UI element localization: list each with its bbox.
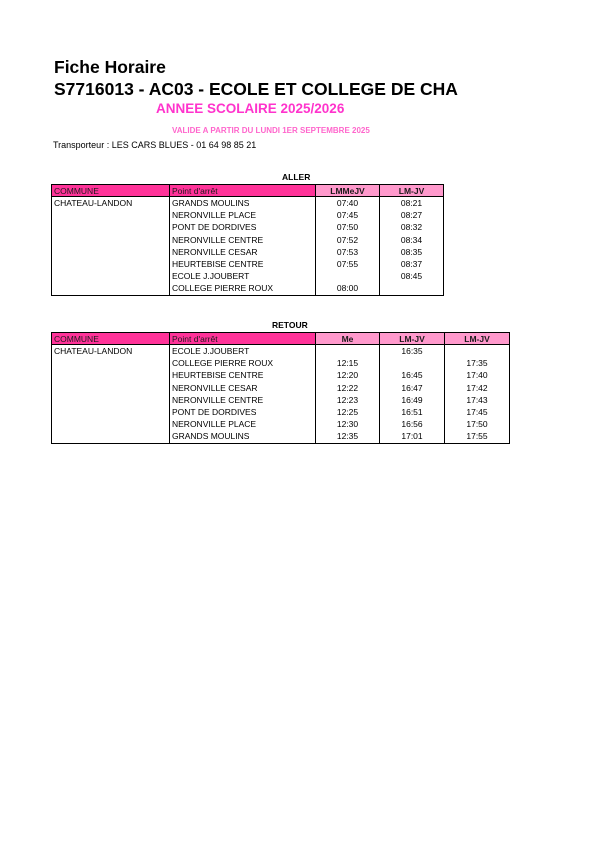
table-row — [52, 406, 510, 418]
table-row — [52, 246, 444, 258]
commune-cell — [52, 394, 170, 406]
time-cell: 08:45 — [380, 270, 444, 282]
time-cell: 08:34 — [380, 234, 444, 246]
time-cell: 12:25 — [316, 406, 380, 418]
stop-cell: NERONVILLE CENTRE — [170, 394, 316, 406]
time-cell: 17:01 — [380, 430, 445, 443]
commune-cell — [52, 258, 170, 270]
stop-cell: GRANDS MOULINS — [170, 197, 316, 210]
time-cell: 07:40 — [316, 197, 380, 210]
time-cell: 16:45 — [380, 369, 445, 381]
commune-cell — [52, 382, 170, 394]
table-row — [52, 430, 510, 443]
table-row — [52, 197, 444, 210]
time-cell: 07:55 — [316, 258, 380, 270]
table-row — [52, 209, 444, 221]
table-row — [52, 234, 444, 246]
commune-cell: CHATEAU-LANDON — [52, 345, 170, 358]
aller-title: ALLER — [282, 172, 311, 182]
commune-cell — [52, 282, 170, 295]
aller-header-row — [52, 185, 444, 197]
column-header-days: LM-JV — [380, 333, 445, 345]
validity-notice: VALIDE A PARTIR DU LUNDI 1ER SEPTEMBRE 2025 — [172, 126, 370, 135]
column-header-stop: Point d'arrêt — [170, 333, 316, 345]
time-cell: 17:55 — [445, 430, 510, 443]
column-header-stop: Point d'arrêt — [170, 185, 316, 197]
stop-cell: HEURTEBISE CENTRE — [170, 369, 316, 381]
time-cell: 16:35 — [380, 345, 445, 358]
time-cell: 16:49 — [380, 394, 445, 406]
time-cell: 07:50 — [316, 221, 380, 233]
time-cell — [316, 270, 380, 282]
column-header-days: LM-JV — [445, 333, 510, 345]
stop-cell: NERONVILLE PLACE — [170, 209, 316, 221]
table-row — [52, 382, 510, 394]
time-cell — [380, 357, 445, 369]
stop-cell: ECOLE J.JOUBERT — [170, 270, 316, 282]
time-cell: 12:35 — [316, 430, 380, 443]
stop-cell: COLLEGE PIERRE ROUX — [170, 357, 316, 369]
time-cell: 17:43 — [445, 394, 510, 406]
commune-cell — [52, 221, 170, 233]
stop-cell: PONT DE DORDIVES — [170, 406, 316, 418]
retour-table — [51, 332, 510, 444]
commune-cell — [52, 357, 170, 369]
commune-cell — [52, 209, 170, 221]
table-row — [52, 369, 510, 381]
aller-table — [51, 184, 444, 296]
commune-cell — [52, 270, 170, 282]
column-header-commune: COMMUNE — [52, 333, 170, 345]
time-cell: 17:35 — [445, 357, 510, 369]
line-title: S7716013 - AC03 - ECOLE ET COLLEGE DE CHA — [54, 79, 458, 99]
stop-cell: NERONVILLE CESAR — [170, 382, 316, 394]
table-row — [52, 221, 444, 233]
column-header-days: LM-JV — [380, 185, 444, 197]
table-row — [52, 357, 510, 369]
page-title: Fiche Horaire — [54, 57, 166, 77]
time-cell: 08:37 — [380, 258, 444, 270]
stop-cell: PONT DE DORDIVES — [170, 221, 316, 233]
time-cell: 16:51 — [380, 406, 445, 418]
retour-title: RETOUR — [272, 320, 308, 330]
time-cell: 12:30 — [316, 418, 380, 430]
time-cell: 16:56 — [380, 418, 445, 430]
commune-cell — [52, 430, 170, 443]
table-row — [52, 418, 510, 430]
table-row — [52, 270, 444, 282]
time-cell: 08:21 — [380, 197, 444, 210]
table-row — [52, 345, 510, 358]
time-cell: 12:22 — [316, 382, 380, 394]
time-cell: 12:20 — [316, 369, 380, 381]
commune-cell: CHATEAU-LANDON — [52, 197, 170, 210]
time-cell: 08:00 — [316, 282, 380, 295]
time-cell: 17:42 — [445, 382, 510, 394]
time-cell: 07:52 — [316, 234, 380, 246]
table-row — [52, 394, 510, 406]
commune-cell — [52, 418, 170, 430]
time-cell: 17:40 — [445, 369, 510, 381]
time-cell: 16:47 — [380, 382, 445, 394]
time-cell: 08:27 — [380, 209, 444, 221]
time-cell: 08:32 — [380, 221, 444, 233]
time-cell: 07:45 — [316, 209, 380, 221]
commune-cell — [52, 234, 170, 246]
time-cell — [380, 282, 444, 295]
time-cell: 12:23 — [316, 394, 380, 406]
stop-cell: ECOLE J.JOUBERT — [170, 345, 316, 358]
stop-cell: NERONVILLE CESAR — [170, 246, 316, 258]
time-cell: 17:50 — [445, 418, 510, 430]
stop-cell: COLLEGE PIERRE ROUX — [170, 282, 316, 295]
time-cell: 08:35 — [380, 246, 444, 258]
column-header-commune: COMMUNE — [52, 185, 170, 197]
table-row — [52, 282, 444, 295]
time-cell — [316, 345, 380, 358]
carrier-info: Transporteur : LES CARS BLUES - 01 64 98 85 21 — [53, 140, 257, 150]
school-year: ANNEE SCOLAIRE 2025/2026 — [156, 101, 345, 116]
commune-cell — [52, 246, 170, 258]
column-header-days: LMMeJV — [316, 185, 380, 197]
table-row — [52, 258, 444, 270]
stop-cell: NERONVILLE PLACE — [170, 418, 316, 430]
time-cell: 07:53 — [316, 246, 380, 258]
column-header-days: Me — [316, 333, 380, 345]
retour-header-row — [52, 333, 510, 345]
commune-cell — [52, 406, 170, 418]
stop-cell: HEURTEBISE CENTRE — [170, 258, 316, 270]
stop-cell: GRANDS MOULINS — [170, 430, 316, 443]
time-cell: 17:45 — [445, 406, 510, 418]
time-cell: 12:15 — [316, 357, 380, 369]
commune-cell — [52, 369, 170, 381]
stop-cell: NERONVILLE CENTRE — [170, 234, 316, 246]
time-cell — [445, 345, 510, 358]
